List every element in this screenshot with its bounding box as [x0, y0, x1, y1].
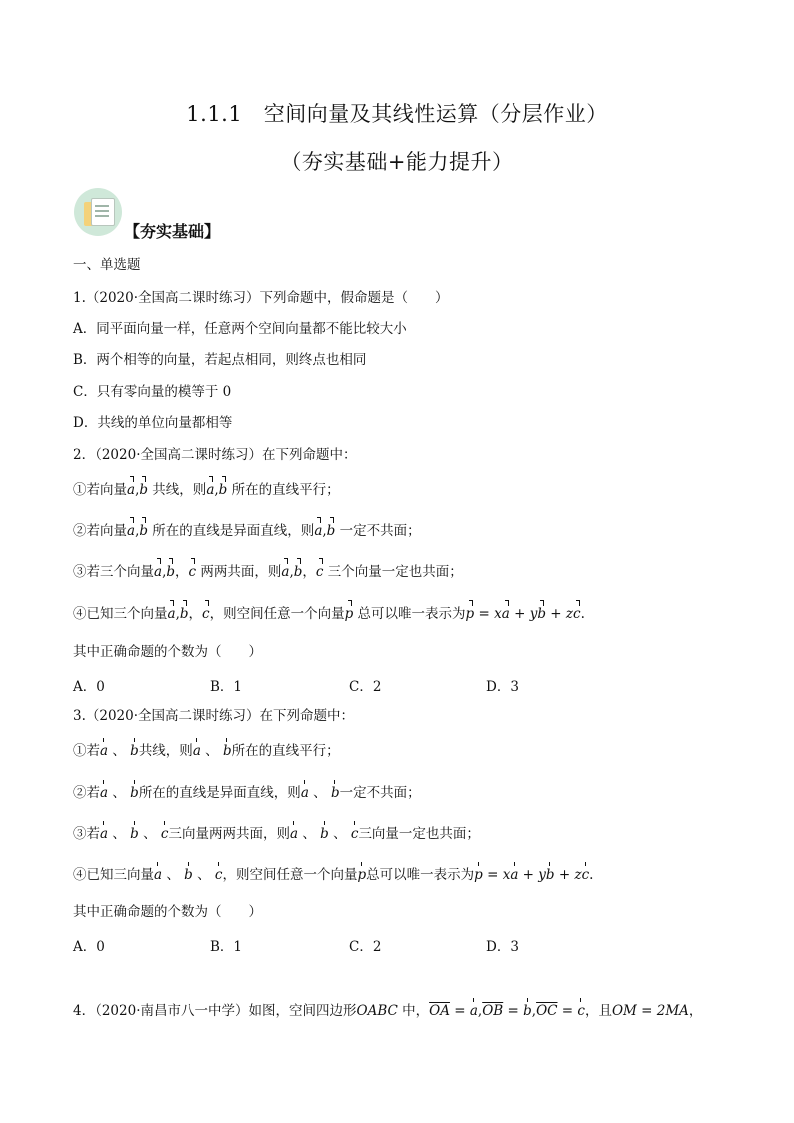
- q1-option-a: A．同平面向量一样，任意两个空间向量都不能比较大小: [73, 321, 407, 337]
- text: 所在的直线是异面直线，则: [148, 523, 315, 539]
- equals: =: [454, 1003, 466, 1019]
- text: ④已知三向量: [73, 867, 154, 883]
- text: ①若向量: [73, 482, 127, 498]
- vector-a: a: [510, 867, 519, 883]
- vector-p: p: [357, 867, 367, 883]
- vector-c: c: [202, 606, 210, 622]
- vector-a: a: [289, 826, 299, 842]
- coef-z: z: [565, 606, 574, 622]
- comma: ,: [531, 1003, 537, 1019]
- comma: ,: [162, 564, 167, 580]
- vector-a: a: [300, 785, 309, 801]
- comma: 、: [197, 867, 211, 883]
- q3-option-c: C．2: [349, 939, 382, 955]
- vector-a: a: [206, 482, 215, 498]
- coef-z: z: [574, 867, 582, 883]
- section-header: 【夯实基础】: [124, 222, 221, 241]
- equals: =: [487, 867, 499, 883]
- comma: 、: [112, 785, 126, 801]
- q3-statement-2: [73, 784, 421, 802]
- vector-a: a: [127, 482, 136, 498]
- comma: ,: [135, 523, 140, 539]
- vector-b: b: [179, 606, 189, 622]
- q2-stem: 2．（2020·全国高二课时练习）在下列命题中：: [73, 447, 357, 463]
- comma: ,: [214, 482, 219, 498]
- vector-b: b: [545, 867, 555, 883]
- q1-stem: 1.（2020·全国高二课时练习）下列命题中，假命题是（ ）: [73, 290, 449, 306]
- q3-statement-4: [73, 866, 593, 884]
- q3-option-b: B．1: [210, 939, 243, 955]
- vector-b: b: [130, 826, 139, 842]
- equals: =: [478, 606, 490, 622]
- vector-b: b: [326, 523, 336, 539]
- vector-p: p: [465, 606, 475, 622]
- comma: ,: [175, 606, 180, 622]
- vector-b: b: [293, 564, 303, 580]
- text: ①若: [73, 743, 100, 759]
- text: 4．（2020·南昌市八一中学）如图，空间四边形: [73, 1003, 357, 1019]
- equation: OM = 2MA: [611, 1003, 689, 1019]
- vector-p: p: [344, 606, 354, 622]
- text: ③若: [73, 826, 100, 842]
- text: ，: [688, 1003, 703, 1019]
- q2-question: 其中正确命题的个数为（ ）: [73, 644, 262, 660]
- equals: =: [561, 1003, 574, 1019]
- vector-p: p: [474, 867, 483, 883]
- coef-y: y: [538, 867, 546, 883]
- q3-option-d: D．3: [486, 939, 519, 955]
- comma: 、: [112, 743, 126, 759]
- vector-a: a: [100, 826, 109, 842]
- vector-a: a: [100, 785, 109, 801]
- vector-c: c: [160, 826, 169, 842]
- text: 总可以唯一表示为: [353, 606, 466, 622]
- vector-a: a: [501, 606, 510, 622]
- text: 总可以唯一表示为: [366, 867, 475, 883]
- vector-OB: $\overline{OB}$: [482, 1003, 504, 1019]
- vector-b: b: [537, 606, 546, 622]
- q3-statement-1: [73, 742, 340, 760]
- vector-c: c: [581, 867, 590, 883]
- text: 所在的直线平行；: [227, 482, 340, 498]
- vector-OA: $\overline{OA}$: [429, 1003, 450, 1019]
- text: 中，: [397, 1003, 430, 1019]
- text: 两两共面，则: [196, 564, 282, 580]
- vector-b: b: [184, 867, 193, 883]
- text: ③若三个向量: [73, 564, 154, 580]
- quadrilateral-name: OABC: [356, 1003, 398, 1019]
- text: 三向量一定也共面；: [358, 826, 480, 842]
- document-line: [95, 205, 109, 207]
- vector-a: a: [154, 564, 163, 580]
- document-front-icon: [91, 198, 115, 226]
- vector-c: c: [315, 564, 324, 580]
- vector-b: b: [139, 523, 149, 539]
- comma: ,: [135, 482, 140, 498]
- q2-statement-1: [73, 481, 340, 499]
- comma: 、: [112, 826, 126, 842]
- q2-option-d: D．3: [486, 679, 519, 695]
- coef-x: x: [494, 606, 502, 622]
- comma: ，: [188, 606, 203, 622]
- document-line: [95, 210, 109, 212]
- q2-statement-2: [73, 522, 421, 540]
- q4-stem: [73, 1002, 702, 1020]
- q3-stem: 3.（2020·全国高二课时练习）在下列命题中：: [73, 708, 355, 724]
- vector-c: c: [188, 564, 197, 580]
- vector-b: b: [139, 482, 149, 498]
- comma: ,: [289, 564, 294, 580]
- text: ，且: [584, 1003, 612, 1019]
- coef-x: x: [502, 867, 511, 883]
- vector-b: b: [222, 743, 232, 759]
- q2-option-a: A．0: [73, 679, 105, 695]
- vector-b: b: [320, 826, 329, 842]
- vector-b: b: [130, 785, 139, 801]
- comma: 、: [205, 743, 219, 759]
- plus: +: [514, 606, 526, 622]
- q1-option-c: C．只有零向量的模等于 0: [73, 384, 232, 400]
- vector-b: b: [330, 785, 340, 801]
- page-subtitle: （夯实基础+能力提升）: [280, 150, 514, 174]
- period: .: [580, 606, 585, 622]
- comma: 、: [313, 785, 327, 801]
- vector-c: c: [573, 606, 581, 622]
- vector-OC: $\overline{OC}$: [536, 1003, 558, 1019]
- text: 一定不共面；: [335, 523, 421, 539]
- text: 共线，则: [138, 743, 193, 759]
- q1-option-b: B．两个相等的向量，若起点相同，则终点也相同: [73, 352, 367, 368]
- text: 所在的直线平行；: [231, 743, 340, 759]
- q3-question: 其中正确命题的个数为（ ）: [73, 904, 262, 920]
- vector-a: a: [154, 867, 163, 883]
- comma: ，: [175, 564, 189, 580]
- q2-option-b: B．1: [210, 679, 243, 695]
- vector-a: a: [127, 523, 136, 539]
- vector-b: b: [166, 564, 176, 580]
- text: ④已知三个向量: [73, 606, 168, 622]
- text: 共线，则: [148, 482, 207, 498]
- q2-option-c: C．2: [349, 679, 382, 695]
- vector-c: c: [577, 1003, 585, 1019]
- vector-c: c: [214, 867, 223, 883]
- vector-a: a: [167, 606, 176, 622]
- vector-a: a: [469, 1003, 478, 1019]
- vector-a: a: [100, 743, 109, 759]
- vector-a: a: [281, 564, 290, 580]
- vector-a: a: [314, 523, 323, 539]
- text: 三个向量一定也共面；: [323, 564, 463, 580]
- q3-statement-3: [73, 825, 480, 843]
- comma: ,: [477, 1003, 483, 1019]
- text: ，则空间任意一个向量: [209, 606, 345, 622]
- q2-statement-3: [73, 563, 463, 581]
- page-title: 1.1.1 空间向量及其线性运算（分层作业）: [186, 102, 608, 126]
- vector-b: b: [523, 1003, 532, 1019]
- q1-option-d: D．共线的单位向量都相等: [73, 415, 233, 431]
- vector-c: c: [350, 826, 359, 842]
- vector-b: b: [218, 482, 228, 498]
- document-icon: [74, 188, 122, 236]
- text: ②若: [73, 785, 100, 801]
- text: 三向量两两共面，则: [168, 826, 290, 842]
- text: ②若向量: [73, 523, 127, 539]
- comma: 、: [143, 826, 157, 842]
- comma: ，: [302, 564, 316, 580]
- equals: =: [507, 1003, 519, 1019]
- plus: +: [522, 867, 534, 883]
- vector-a: a: [192, 743, 201, 759]
- comma: 、: [166, 867, 180, 883]
- period: .: [589, 867, 594, 883]
- plus: +: [550, 606, 562, 622]
- text: ，则空间任意一个向量: [222, 867, 358, 883]
- vector-b: b: [130, 743, 139, 759]
- text: 所在的直线是异面直线，则: [138, 785, 301, 801]
- coef-y: y: [529, 606, 538, 622]
- text: 一定不共面；: [339, 785, 421, 801]
- question-type-header: 一、单选题: [73, 257, 141, 273]
- comma: ,: [322, 523, 327, 539]
- document-line: [95, 215, 109, 217]
- comma: 、: [333, 826, 347, 842]
- q3-option-a: A．0: [73, 939, 105, 955]
- plus: +: [558, 867, 571, 883]
- comma: 、: [302, 826, 316, 842]
- q2-statement-4: [73, 605, 585, 623]
